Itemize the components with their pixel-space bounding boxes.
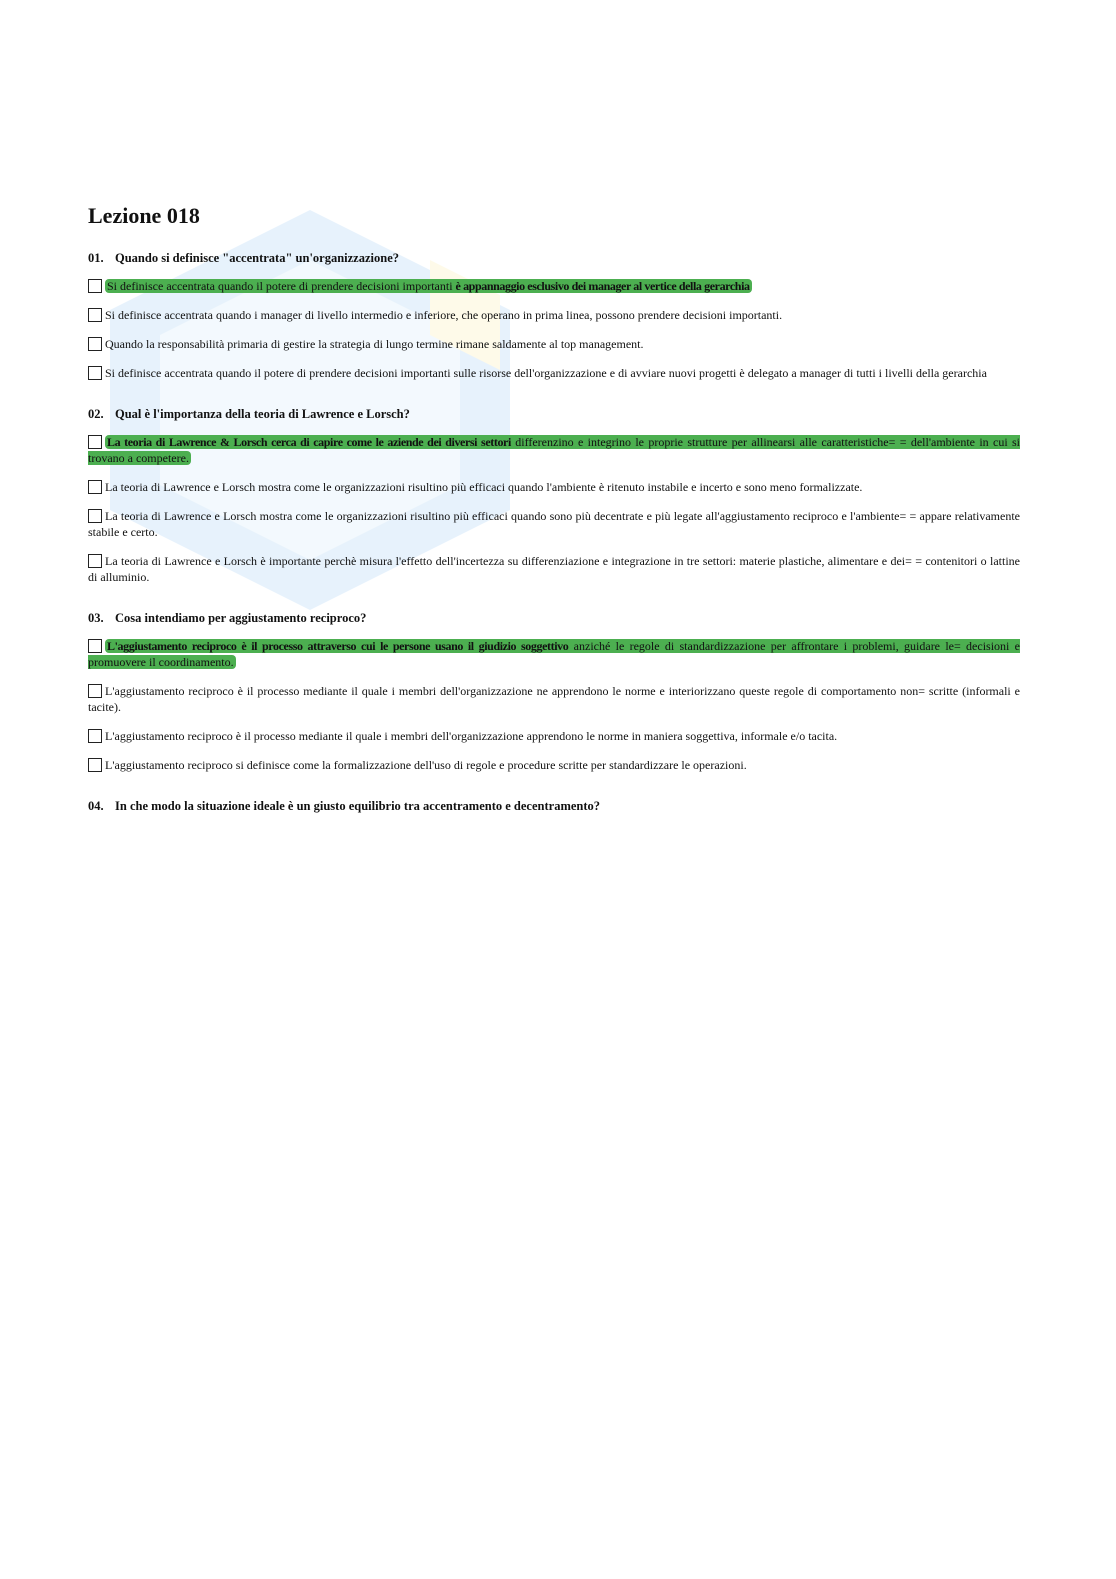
- question: [88, 407, 1020, 422]
- question-block: [88, 251, 1020, 381]
- answer-text: Quando la responsabilità primaria di gestire la strategia di lungo termine rimane saldamente al top management.: [105, 337, 644, 351]
- answer-checkbox[interactable]: [88, 639, 102, 653]
- answer-text-bold: è appannaggio esclusivo dei manager al vertice della gerarchia: [455, 279, 750, 293]
- highlighted-answer: [88, 435, 1020, 465]
- answer-option: [88, 508, 1020, 540]
- question: [88, 251, 1020, 266]
- answer-option: [88, 553, 1020, 585]
- answer-option: [88, 757, 1020, 773]
- answer-option: [88, 728, 1020, 744]
- answer-option: [88, 336, 1020, 352]
- answer-text: L'aggiustamento reciproco è il processo mediante il quale i membri dell'organizzazione apprendono le norme in maniera soggettiva, informale e/o tacita.: [105, 729, 838, 743]
- answer-checkbox[interactable]: [88, 308, 102, 322]
- question-block: [88, 611, 1020, 773]
- answer-option: [88, 434, 1020, 466]
- answer-checkbox[interactable]: [88, 435, 102, 449]
- answer-option: [88, 307, 1020, 323]
- question: [88, 611, 1020, 626]
- answer-text: L'aggiustamento reciproco si definisce come la formalizzazione dell'uso di regole e procedure scritte per standardizzare le operazioni.: [105, 758, 747, 772]
- answer-checkbox[interactable]: [88, 554, 102, 568]
- answer-checkbox[interactable]: [88, 509, 102, 523]
- answer-text-bold: L'aggiustamento reciproco è il processo attraverso cui le persone usano il giudizio soggettivo: [107, 639, 569, 653]
- answer-text: anziché le regole di standardizzazione per affrontare i problemi, guidare le= decisioni e promuovere il coordinamento.: [88, 639, 1021, 669]
- answer-text: Si definisce accentrata quando il potere di prendere decisioni importanti: [107, 279, 456, 293]
- question-text: In che modo la situazione ideale è un giusto equilibrio tra accentramento e decentramento?: [115, 799, 601, 813]
- question-text: Qual è l'importanza della teoria di Lawrence e Lorsch?: [115, 407, 410, 421]
- question-block: [88, 407, 1020, 585]
- answer-text: Si definisce accentrata quando i manager di livello intermedio e inferiore, che operano in prima linea, possono prendere decisioni importanti.: [105, 308, 783, 322]
- answer-checkbox[interactable]: [88, 366, 102, 380]
- answer-option: [88, 479, 1020, 495]
- question-number: 01.: [88, 251, 104, 265]
- question-number: 04.: [88, 799, 104, 813]
- answer-text: La teoria di Lawrence e Lorsch mostra come le organizzazioni risultino più efficaci quando sono più decentrate e più legate all'aggiustamento reciproco e l'ambiente= = appare relativamente stabile e certo.: [88, 509, 1020, 539]
- question-block: [88, 799, 1020, 814]
- page-title: Lezione 018: [88, 203, 200, 228]
- question-text: Quando si definisce "accentrata" un'organizzazione?: [115, 251, 400, 265]
- answer-text: L'aggiustamento reciproco è il processo mediante il quale i membri dell'organizzazione ne apprendono le norme e interiorizzano queste regole di comportamento non= scritte (informali e tacite).: [88, 684, 1020, 714]
- answer-text: La teoria di Lawrence e Lorsch è importante perchè misura l'effetto dell'incertezza su differenziazione e integrazione in tre settori: materie plastiche, alimentare e dei= = contenitori o lattine di alluminio.: [88, 554, 1020, 584]
- document-page: [88, 203, 1020, 840]
- highlighted-answer: [88, 639, 1020, 669]
- answer-option: [88, 278, 1020, 294]
- question: [88, 799, 1020, 814]
- question-number: 02.: [88, 407, 104, 421]
- answer-text: Si definisce accentrata quando il potere di prendere decisioni importanti sulle risorse dell'organizzazione e di avviare nuovi progetti è delegato a manager di tutti i livelli della gerarchia: [105, 366, 987, 380]
- question-text: Cosa intendiamo per aggiustamento reciproco?: [115, 611, 367, 625]
- answer-checkbox[interactable]: [88, 337, 102, 351]
- answer-checkbox[interactable]: [88, 279, 102, 293]
- answer-option: [88, 683, 1020, 715]
- answer-checkbox[interactable]: [88, 480, 102, 494]
- answer-option: [88, 638, 1020, 670]
- answer-checkbox[interactable]: [88, 684, 102, 698]
- answer-text-bold: La teoria di Lawrence & Lorsch cerca di capire come le aziende dei diversi settori: [107, 435, 511, 449]
- answer-text: differenzino e integrino le proprie strutture per allinearsi alle caratteristiche= = dell'ambiente in cui si trovano a competere.: [88, 435, 1020, 465]
- answer-checkbox[interactable]: [88, 758, 102, 772]
- highlighted-answer: [105, 279, 752, 293]
- answer-option: [88, 365, 1020, 381]
- answer-checkbox[interactable]: [88, 729, 102, 743]
- answer-text: La teoria di Lawrence e Lorsch mostra come le organizzazioni risultino più efficaci quando l'ambiente è ritenuto instabile e incerto e sono meno formalizzate.: [105, 480, 863, 494]
- question-number: 03.: [88, 611, 104, 625]
